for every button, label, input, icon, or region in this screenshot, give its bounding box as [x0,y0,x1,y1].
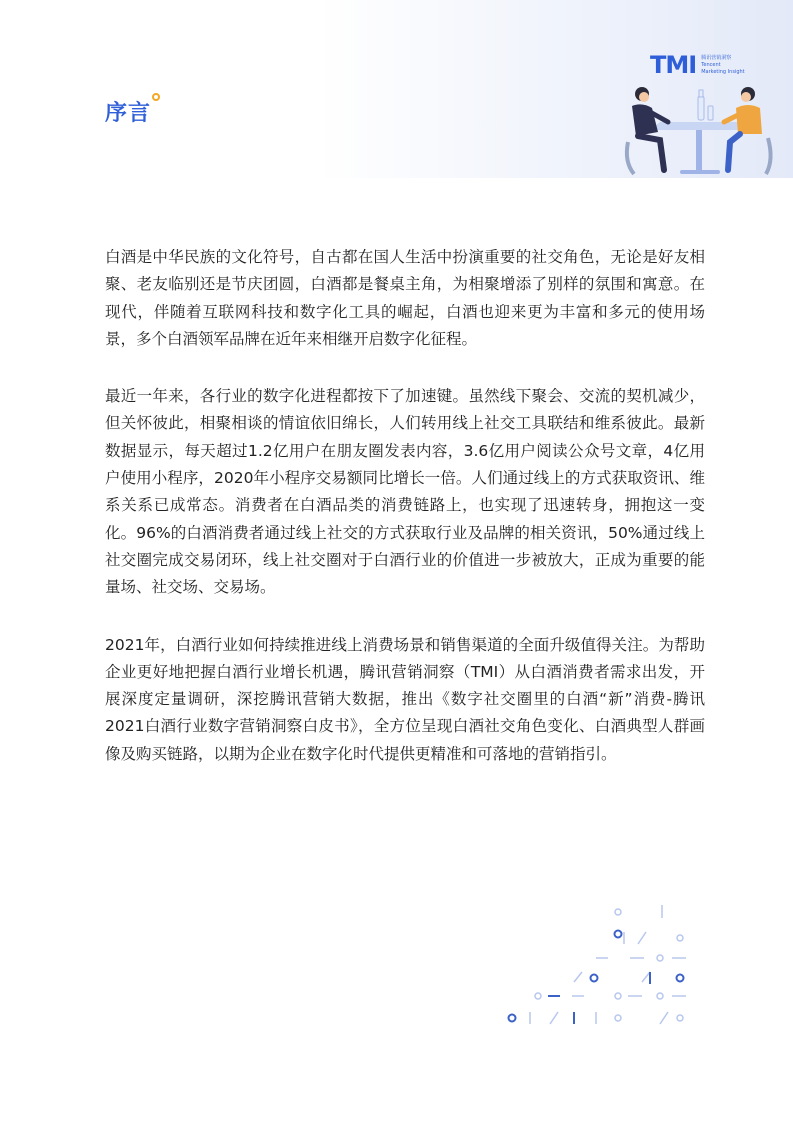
logo-line-3: Marketing Insight [701,68,745,75]
page-title: 序言 [105,101,152,126]
logo-line-2: Tencent [701,61,721,68]
logo-mark: TMI [650,51,697,79]
title-dot-icon [152,93,160,101]
decorative-dot-pattern [500,900,700,1030]
paragraph-1: 白酒是中华民族的文化符号，自古都在国人生活中扮演重要的社交角色，无论是好友相聚、老友临别还是节庆团圆，白酒都是餐桌主角，为相聚增添了别样的氛围和寓意。在现代，伴随着互联网科技和数字化工具的崛起，白酒也迎来更为丰富和多元的使用场景，多个白酒领军品牌在近年来相继开启数字化征程。 [105,248,705,348]
tmi-logo [650,50,745,80]
logo-text [701,55,744,76]
paragraph-2: 最近一年来，各行业的数字化进程都按下了加速键。虽然线下聚会、交流的契机减少，但关怀彼此，相聚相谈的情谊依旧绵长，人们转用线上社交工具联结和维系彼此。最新数据显示，每天超过1.2亿用户在朋友圈发表内容，3.6亿用户阅读公众号文章，4亿用户使用小程序，2020年小程序交易额同比增长一倍。人们通过线上的方式获取资讯、维系关系已成常态。消费者在白酒品类的消费链路上，也实现了迅速转身，拥抱这一变化。96%的白酒消费者通过线上社交的方式获取行业及品牌的相关资讯，50%通过线上社交圈完成交易闭环，线上社交圈对于白酒行业的价值进一步被放大，正成为重要的能量场、社交场、交易场。 [105,387,705,597]
preface-body [105,244,705,798]
logo-line-1: 腾讯营销洞察 [701,54,732,61]
two-people-at-table-illustration [620,82,780,178]
paragraph-3: 2021年，白酒行业如何持续推进线上消费场景和销售渠道的全面升级值得关注。为帮助企业更好地把握白酒行业增长机遇，腾讯营销洞察（TMI）从白酒消费者需求出发，开展深度定量调研，深挖腾讯营销大数据，推出《数字社交圈里的白酒“新”消费-腾讯2021白酒行业数字营销洞察白皮书》，全方位呈现白酒社交角色变化、白酒典型人群画像及购买链路，以期为企业在数字化时代提供更精准和可落地的营销指引。 [105,635,705,763]
